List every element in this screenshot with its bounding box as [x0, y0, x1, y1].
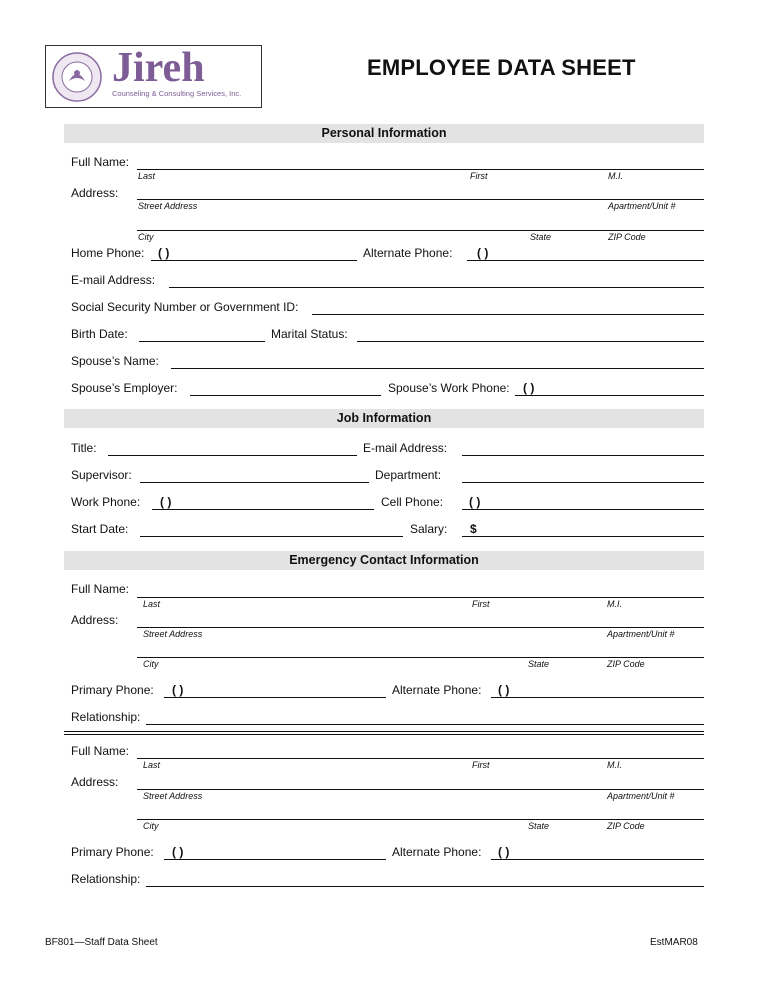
home-phone-label: Home Phone: [71, 246, 145, 260]
ec2-city-state-zip-field[interactable] [137, 819, 704, 820]
ec1-full-name-field[interactable] [137, 597, 704, 598]
supervisor-field[interactable] [140, 482, 369, 483]
page-title: EMPLOYEE DATA SHEET [367, 55, 636, 80]
city-sublabel: City [138, 232, 154, 242]
ec2-full-name-field[interactable] [137, 758, 704, 759]
ec2-alternate-phone-field[interactable] [491, 859, 704, 860]
ec2-primary-phone-label: Primary Phone: [71, 845, 154, 859]
ec2-alternate-phone-area-code: ( ) [498, 845, 510, 859]
salary-field[interactable] [462, 536, 704, 537]
cell-phone-label: Cell Phone: [381, 495, 444, 509]
address-label: Address: [71, 186, 119, 200]
cell-phone-field[interactable] [462, 509, 704, 510]
contact-separator [64, 731, 704, 732]
alternate-phone-field[interactable] [467, 260, 704, 261]
spouse-work-phone-area-code: ( ) [523, 381, 535, 395]
ec1-primary-phone-area-code: ( ) [172, 683, 184, 697]
ec1-primary-phone-label: Primary Phone: [71, 683, 154, 697]
ec1-alternate-phone-label: Alternate Phone: [392, 683, 482, 697]
work-phone-area-code: ( ) [160, 495, 172, 509]
contact-separator-2 [64, 734, 704, 735]
ec2-relationship-label: Relationship: [71, 872, 141, 886]
start-date-field[interactable] [140, 536, 403, 537]
footer-form-id: BF801—Staff Data Sheet [45, 937, 158, 948]
last-sublabel: Last [138, 171, 156, 181]
ec1-zip-sublabel: ZIP Code [607, 659, 645, 669]
supervisor-label: Supervisor: [71, 468, 132, 482]
state-sublabel: State [530, 232, 552, 242]
marital-status-label: Marital Status: [271, 327, 348, 341]
ec2-state-sublabel: State [528, 821, 550, 831]
city-state-zip-field[interactable] [137, 230, 704, 231]
email-label: E-mail Address: [71, 273, 156, 287]
home-phone-area-code: ( ) [158, 246, 170, 260]
ec1-state-sublabel: State [528, 659, 550, 669]
street-sublabel: Street Address [138, 201, 198, 211]
ec2-last-sublabel: Last [143, 760, 161, 770]
start-date-label: Start Date: [71, 522, 129, 536]
street-address-field[interactable] [137, 199, 704, 200]
ec2-city-sublabel: City [143, 821, 159, 831]
ec2-street-field[interactable] [137, 789, 704, 790]
ec2-first-sublabel: First [472, 760, 490, 770]
ec1-primary-phone-field[interactable] [164, 697, 386, 698]
zip-sublabel: ZIP Code [608, 232, 646, 242]
ec2-relationship-field[interactable] [146, 886, 704, 887]
email-field[interactable] [169, 287, 704, 288]
job-title-field[interactable] [108, 455, 357, 456]
birth-date-field[interactable] [139, 341, 265, 342]
spouse-employer-field[interactable] [190, 395, 381, 396]
ec1-street-sublabel: Street Address [143, 629, 203, 639]
ec2-full-name-label: Full Name: [71, 744, 130, 758]
ec2-primary-phone-field[interactable] [164, 859, 386, 860]
ec2-mi-sublabel: M.I. [607, 760, 622, 770]
marital-status-field[interactable] [357, 341, 704, 342]
alternate-phone-area-code: ( ) [477, 246, 489, 260]
salary-currency: $ [470, 522, 477, 536]
ssn-label: Social Security Number or Government ID: [71, 300, 299, 314]
ec2-primary-phone-area-code: ( ) [172, 845, 184, 859]
work-phone-label: Work Phone: [71, 495, 141, 509]
logo-name: Jireh [112, 45, 205, 91]
department-field[interactable] [462, 482, 704, 483]
salary-label: Salary: [410, 522, 448, 536]
company-logo [45, 45, 262, 108]
ec1-relationship-label: Relationship: [71, 710, 141, 724]
footer-version: EstMAR08 [650, 937, 698, 948]
ec1-alternate-phone-field[interactable] [491, 697, 704, 698]
apt-sublabel: Apartment/Unit # [608, 201, 676, 211]
alternate-phone-label: Alternate Phone: [363, 246, 453, 260]
job-email-field[interactable] [462, 455, 704, 456]
spouse-name-label: Spouse’s Name: [71, 354, 159, 368]
ec2-zip-sublabel: ZIP Code [607, 821, 645, 831]
department-label: Department: [375, 468, 442, 482]
ec1-relationship-field[interactable] [146, 724, 704, 725]
ec1-city-sublabel: City [143, 659, 159, 669]
full-name-label: Full Name: [71, 155, 130, 169]
ec1-apt-sublabel: Apartment/Unit # [607, 629, 675, 639]
spouse-name-field[interactable] [171, 368, 704, 369]
seal-icon [51, 51, 103, 103]
logo-tagline: Counseling & Consulting Services, Inc. [112, 89, 242, 98]
ec1-first-sublabel: First [472, 599, 490, 609]
section-emergency-header: Emergency Contact Information [64, 551, 704, 570]
job-title-label: Title: [71, 441, 97, 455]
ec1-mi-sublabel: M.I. [607, 599, 622, 609]
ec2-address-label: Address: [71, 775, 119, 789]
ssn-field[interactable] [312, 314, 704, 315]
first-sublabel: First [470, 171, 488, 181]
ec2-alternate-phone-label: Alternate Phone: [392, 845, 482, 859]
ec2-street-sublabel: Street Address [143, 791, 203, 801]
ec1-city-state-zip-field[interactable] [137, 657, 704, 658]
work-phone-field[interactable] [152, 509, 374, 510]
section-job-header: Job Information [64, 409, 704, 428]
ec2-apt-sublabel: Apartment/Unit # [607, 791, 675, 801]
birth-date-label: Birth Date: [71, 327, 128, 341]
full-name-field[interactable] [137, 169, 704, 170]
spouse-work-phone-label: Spouse’s Work Phone: [388, 381, 510, 395]
ec1-street-field[interactable] [137, 627, 704, 628]
job-email-label: E-mail Address: [363, 441, 448, 455]
home-phone-field[interactable] [151, 260, 357, 261]
section-personal-header: Personal Information [64, 124, 704, 143]
mi-sublabel: M.I. [608, 171, 623, 181]
ec1-full-name-label: Full Name: [71, 582, 130, 596]
cell-phone-area-code: ( ) [469, 495, 481, 509]
spouse-work-phone-field[interactable] [515, 395, 704, 396]
spouse-employer-label: Spouse’s Employer: [71, 381, 178, 395]
ec1-alternate-phone-area-code: ( ) [498, 683, 510, 697]
ec1-address-label: Address: [71, 613, 119, 627]
ec1-last-sublabel: Last [143, 599, 161, 609]
